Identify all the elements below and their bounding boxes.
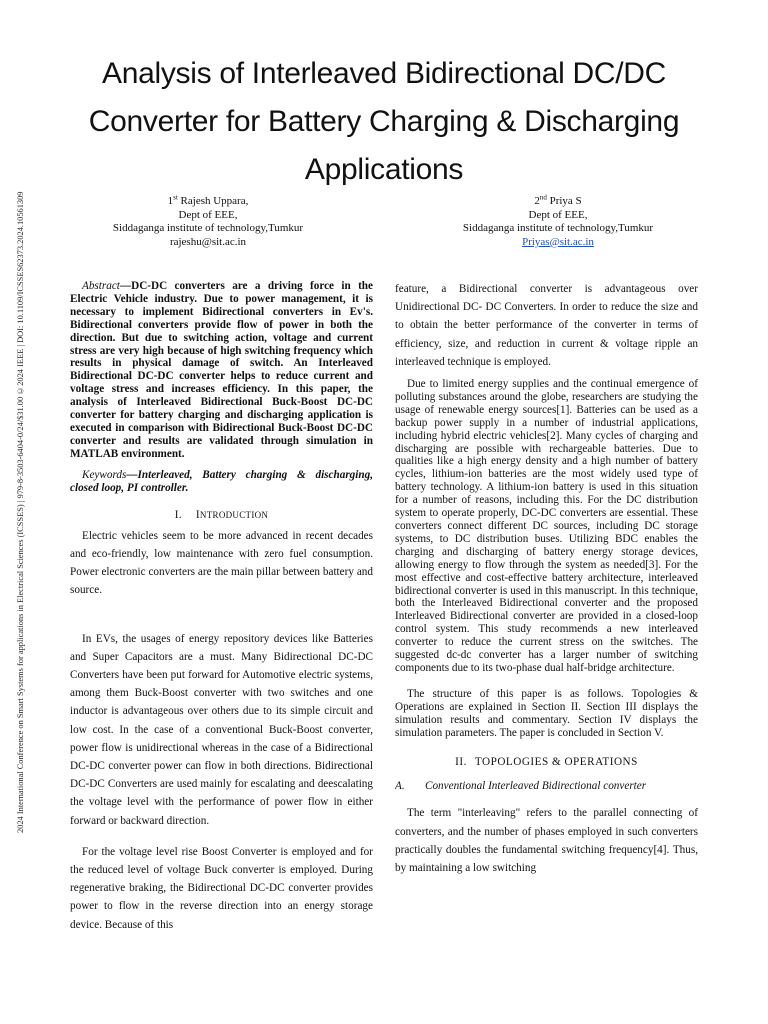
author-ordinal-suffix: nd (539, 193, 547, 202)
intro-paragraph-3: For the voltage level rise Boost Converter is employed and for the reduced level of voltage Buck converter is employed. During regenerative braking, the Bidirectional DC-DC converter provides power to flow in the reverse direction into an energy storage device. Because of this (70, 845, 373, 931)
right-paragraph-3: The structure of this paper is as follows. Topologies & Operations are explained in Section II. Section III displays the simulation results and commentary. Section IV displays the simulation parameters. The paper is concluded in Section V. (395, 687, 698, 739)
author-name-line (68, 195, 348, 209)
section-heading-topologies (395, 756, 698, 768)
keywords (70, 469, 373, 495)
author-name: Priya S (549, 195, 582, 207)
section-number: II. (455, 756, 467, 769)
author-institution: Siddaganga institute of technology,Tumkur (462, 222, 654, 235)
section-number: I. (174, 508, 182, 521)
author-block-1 (68, 195, 348, 249)
intro-paragraph-2: In EVs, the usages of energy repository devices like Batteries and Super Capacitors are a must. Many Bidirectional DC-DC Converters have been put forward for Automotive electric systems, among them Buck-Boost converter with two switches and one inductor is advantageous over others due to its simple circuit and low cost. In the case of a conventional Buck-Boost converter, power flow is unidirectional whereas in the case of a Bidirectional DC-DC converter power can flow in both directions. Bidirectional DC-DC Converters are used mainly for escalating and deescalating the voltage level with the performance of power flow in either forward or backward direction. (70, 632, 373, 827)
section-title-initial: I (195, 508, 200, 521)
section2-paragraph: The term "interleaving" refers to the parallel connecting of converters, and the number of phases employed in such converters practically doubles the fundamental switching frequency[4]. Thus, by maintaining a low switching (395, 807, 698, 875)
keywords-dash: — (126, 468, 138, 481)
author-name: Rajesh Uppara, (180, 195, 249, 207)
subsection-title: Conventional Interleaved Bidirectional converter (425, 780, 647, 793)
right-paragraph-1: feature, a Bidirectional converter is advantageous over Unidirectional DC- DC Converters. In order to reduce the size and to obtain the better performance of the converter in terms of efficiency, size, and reduction in current & voltage ripple an interleaved technique is employed. (395, 283, 698, 368)
author-ordinal-suffix: st (173, 193, 178, 202)
abstract-dash: — (119, 280, 132, 292)
author-dept: Dept of EEE, (178, 208, 238, 221)
section-title: TOPOLOGIES & OPERATIONS (474, 756, 638, 769)
right-paragraph-2: Due to limited energy supplies and the continual emergence of polluting substances around the globe, researchers are studying the usage of renewable energy sources[1]. Batteries can be used as a backup power supply in a number of industrial applications, including hybrid electric vehicles[2]. Many cycles of charging and discharging are possible with rechargeable batteries. Due to qualities like a high energy density and a high number of battery cycles, lithium-ion batteries are the most widely used type of battery technology. A lithium-ion battery is used in this situation for a number of reasons, including this. For the DC distribution system to operate properly, DC-DC converters are essential. These converters connect different DC sources, including DC storage systems, to DC distribution buses. Utilizing BDC enables the charging and discharging of battery energy storage devices, allowing energy to flow through the system as needed[3]. For the most effective and cost-effective battery architecture, interleaved bidirectional converter is used in this manuscript. In this technique, both the Interleaved Bidirectional converter and the proposed Interleaved Bidirectional converter are provided in a closed-loop control system. This study recommends a new interleaved converter to reduce the current stress on the switches. The suggested dc-dc converter has a larger number of switching components due to its two-phase dual half-bridge architecture. (395, 378, 698, 674)
section-heading-introduction (70, 509, 373, 521)
abstract-text: DC-DC converters are a driving force in the Electric Vehicle industry. Due to power management, it is necessary to implement Bidirectional converters in Ev's. Bidirectional converters provide flow of power in both the direction. But due to switching action, voltage and current stress are very high because of high switching frequency which results in physical damage of switch. An Interleaved Bidirectional DC-DC converter helps to reduce current and voltage stress and increases efficiency. In this paper, the analysis of Interleaved Bidirectional Buck-Boost DC-DC converter for battery charging and discharging application is executed in comparison with Bidirectional Buck-Boost DC-DC converter and results are validated through simulation in MATLAB environment. (70, 280, 373, 460)
keywords-label: Keywords (82, 468, 127, 481)
paper-title: Analysis of Interleaved Bidirectional DC/DC Converter for Battery Charging & Discharging Applications (88, 57, 680, 187)
subsection-heading (395, 780, 698, 792)
subsection-letter: A. (395, 780, 405, 793)
side-margin-note (13, 140, 29, 885)
section-title-rest: NTRODUCTION (199, 509, 269, 520)
email-link-text[interactable]: Priyas@sit.ac.in (522, 235, 594, 248)
doi-note: 2024 International Conference on Smart Systems for applications in Electrical Sciences (ICSSES) | 979-8-3503-6404-0/24/$31.00 ©2024 IEEE | DOI: 10.1109/ICSSES62373.2024.10561309 (16, 191, 25, 834)
intro-paragraph-1: Electric vehicles seem to be more advanced in recent decades and eco-friendly, low maintenance with zero fuel consumption. Power electronic converters are the main pillar between battery and source. (70, 529, 373, 597)
right-column (395, 280, 698, 980)
abstract-label: Abstract (82, 280, 120, 292)
author-name-line (418, 195, 698, 209)
author-block-2 (418, 195, 698, 249)
author-email: rajeshu@sit.ac.in (169, 235, 247, 248)
author-dept: Dept of EEE, (528, 208, 588, 221)
keywords-text: Interleaved, Battery charging & discharging, closed loop, PI controller. (70, 468, 373, 494)
author-institution: Siddaganga institute of technology,Tumkur (112, 222, 304, 235)
abstract (70, 280, 373, 461)
author-ordinal: 2 (534, 195, 540, 207)
left-column (70, 280, 373, 980)
author-email-link[interactable] (418, 236, 698, 250)
author-ordinal: 1 (167, 195, 174, 207)
